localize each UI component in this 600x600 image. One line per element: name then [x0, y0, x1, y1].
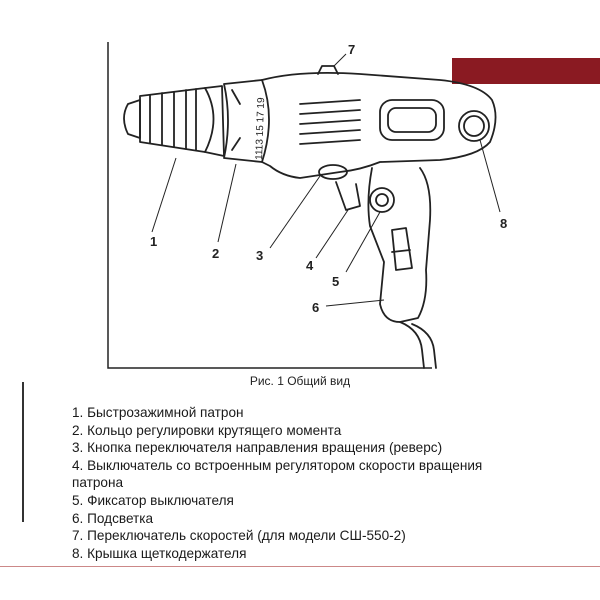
callout-5: 5: [332, 274, 340, 289]
chuck-nose: [124, 100, 140, 138]
legend-item: 1. Быстрозажимной патрон: [72, 405, 244, 420]
legend-item: 3. Кнопка переключателя направления вращения (реверс): [72, 440, 443, 456]
callout-1: 1: [150, 234, 158, 249]
housing: [262, 73, 496, 178]
legend-item: 2. Кольцо регулировки крутящего момента: [72, 422, 342, 438]
legend-item-continuation: патрона: [72, 475, 124, 491]
handle: [368, 168, 430, 322]
trigger: [336, 182, 360, 210]
callout-3: 3: [256, 248, 264, 263]
chuck-body: [140, 88, 214, 152]
torque-ring-scale: 1113 15 17 19: [254, 97, 268, 161]
left-vertical-rule: [22, 382, 24, 522]
legend-item: 4. Выключатель со встроенным регулятором скорости вращения: [72, 457, 483, 473]
figure-caption: Рис. 1 Общий вид: [249, 374, 351, 388]
callout-7: 7: [348, 42, 356, 57]
legend-item: 7. Переключатель скоростей (для модели СШ-550-2): [72, 528, 406, 544]
parts-legend: [72, 404, 572, 562]
bottom-rule: [0, 566, 600, 567]
legend-item: 5. Фиксатор выключателя: [72, 492, 234, 508]
legend-item: 8. Крышка щеткодержателя: [72, 545, 247, 561]
callout-4: 4: [306, 258, 314, 273]
legend-item: 6. Подсветка: [72, 510, 154, 526]
lock-button: [370, 188, 394, 212]
callout-6: 6: [312, 300, 320, 315]
callout-2: 2: [212, 246, 220, 261]
callout-8: 8: [500, 216, 508, 231]
